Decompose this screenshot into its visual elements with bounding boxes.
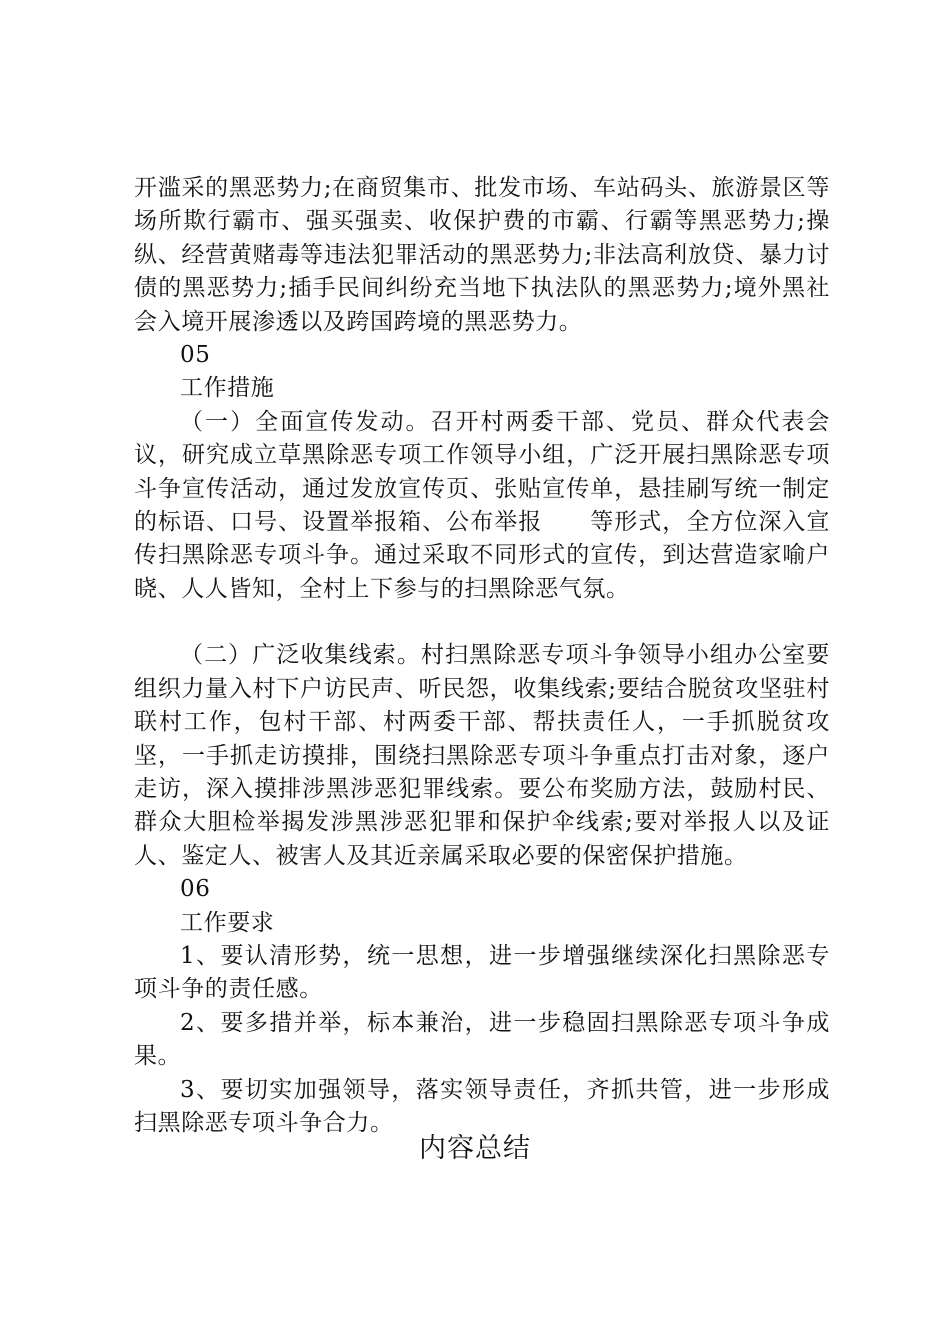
document-body [134,172,830,1140]
paragraph-publicity: （一）全面宣传发动。召开村两委干部、党员、群众代表会议，研究成立草黑除恶专项工作领导小组，广泛开展扫黑除恶专项斗争宣传活动，通过发放宣传页、张贴宣传单，悬挂刷写统一制定的标语、口号、设置举报箱、公布举报 等形式，全方位深入宣传扫黑除恶专项斗争。通过采取不同形式的宣传，到达营造家喻户晓、人人皆知，全村上下参与的扫黑除恶气氛。 [134,408,830,602]
section-heading-measures: 工作措施 [180,375,275,402]
requirement-item-2: 2、要多措并举，标本兼治，进一步稳固扫黑除恶专项斗争成果。 [134,1009,830,1070]
requirement-item-1: 1、要认清形势，统一思想，进一步增强继续深化扫黑除恶专项斗争的责任感。 [134,942,830,1003]
section-number-05: 05 [180,342,211,369]
paragraph-crime-types: 开滥采的黑恶势力;在商贸集市、批发市场、车站码头、旅游景区等场所欺行霸市、强买强卖、收保护费的市霸、行霸等黑恶势力;操纵、经营黄赌毒等违法犯罪活动的黑恶势力;非法高利放贷、暴力讨债的黑恶势力;插手民间纠纷充当地下执法队的黑恶势力;境外黑社会入境开展渗透以及跨国跨境的黑恶势力。 [134,175,830,335]
requirement-item-3: 3、要切实加强领导，落实领导责任，齐抓共管，进一步形成扫黑除恶专项斗争合力。 [134,1076,830,1136]
summary-heading: 内容总结 [419,1133,531,1164]
section-number-06: 06 [180,876,211,903]
paragraph-spacer [134,606,830,639]
paragraph-clue-collection: （二）广泛收集线索。村扫黑除恶专项斗争领导小组办公室要组织力量入村下户访民声、听民怨，收集线索;要结合脱贫攻坚驻村联村工作，包村干部、村两委干部、帮扶责任人，一手抓脱贫攻坚，一手抓走访摸排，围绕扫黑除恶专项斗争重点打击对象，逐户走访，深入摸排涉黑涉恶犯罪线索。要公布奖励方法，鼓励村民、群众大胆检举揭发涉黑涉恶犯罪和保护伞线索;要对举报人以及证人、鉴定人、被害人及其近亲属采取必要的保密保护措施。 [134,642,830,869]
section-heading-requirements: 工作要求 [180,909,275,936]
